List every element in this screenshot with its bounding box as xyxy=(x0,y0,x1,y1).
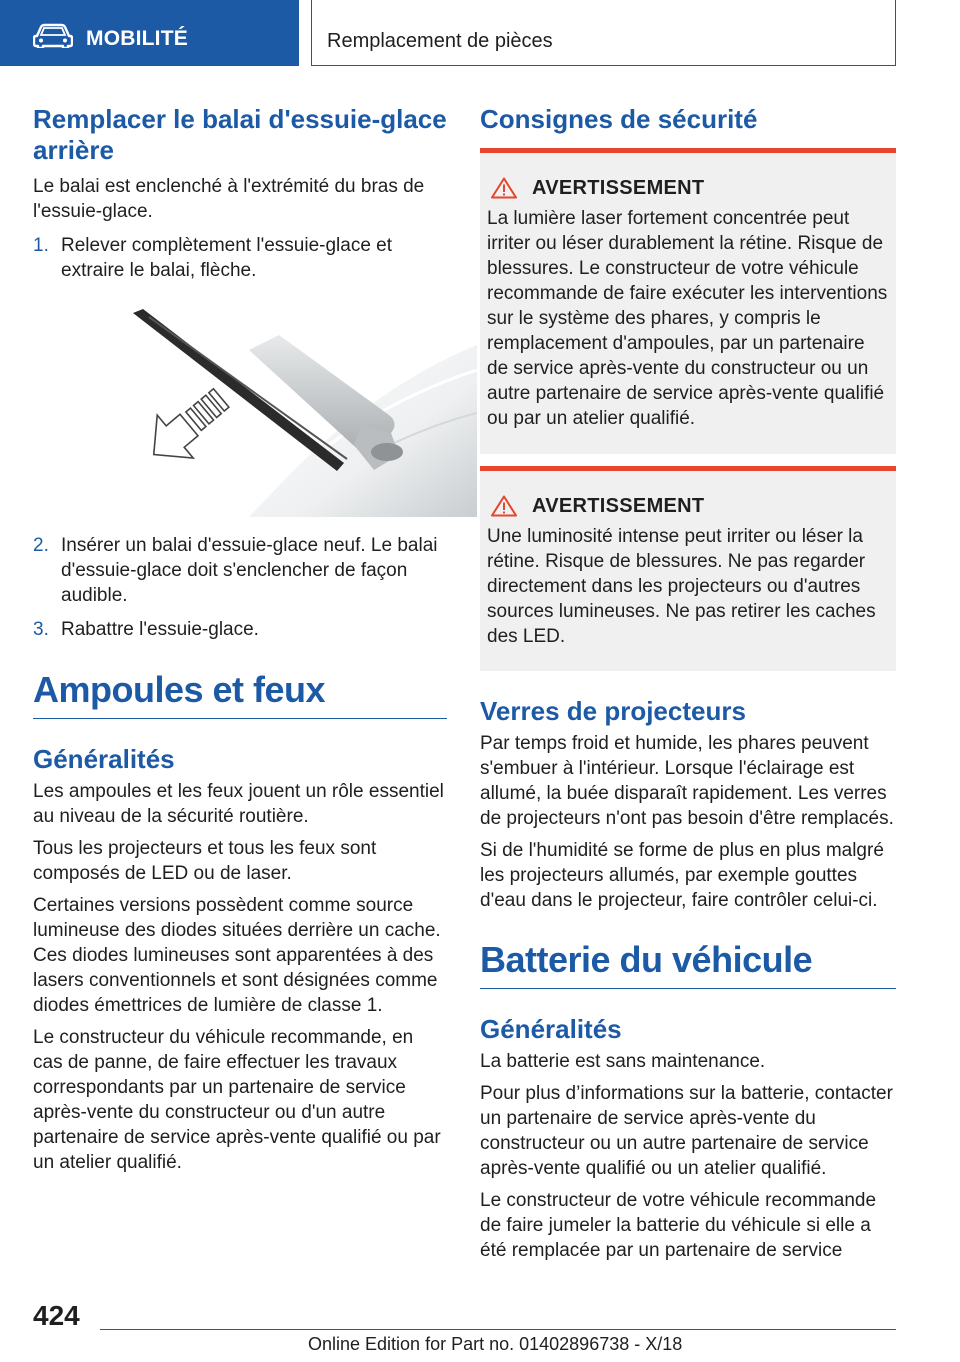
footer-divider xyxy=(100,1329,896,1330)
chapter-header xyxy=(311,0,896,66)
section-label: MOBILITÉ xyxy=(86,27,188,50)
paragraph: Le constructeur de votre véhicule recommande de faire jumeler la batterie du véhicule si elle a été remplacée par un partenaire de service xyxy=(480,1190,877,1261)
paragraph: Par temps froid et humide, les phares peuvent s'embuer à l'intérieur. Lorsque l'éclairage est allumé, la buée disparaît rapidement. Les verres de projecteurs n'ont pas besoin d'être remplacés. xyxy=(480,733,894,829)
chapter-label: Remplacement de pièces xyxy=(327,30,553,52)
edition-note: Online Edition for Part no. 01402896738 - X/18 xyxy=(308,1334,683,1354)
warning-triangle-icon xyxy=(491,177,517,199)
battery-general-subtitle: Généralités xyxy=(480,1014,622,1044)
warning-header xyxy=(487,173,888,203)
lenses-subtitle: Verres de projecteurs xyxy=(480,696,746,726)
right-column xyxy=(480,100,896,1263)
step-1 xyxy=(33,233,447,283)
general-subtitle: Généralités xyxy=(33,744,175,774)
paragraph: Certaines versions possèdent comme source lumineuse des diodes situées derrière un cache. Ces diodes lumineuses sont apparentées à des lasers conventionnels et sont désignées comme diodes émettrices de lumière de classe 1. xyxy=(33,895,441,1016)
wiper-figure xyxy=(129,295,477,517)
paragraph: Pour plus d’informations sur la batterie, contacter un partenaire de service après-vente du constructeur ou un autre partenaire de service après-vente qualifié ou un atelier qualifié. xyxy=(480,1083,893,1179)
step-text: Insérer un balai d'essuie-glace neuf. Le balai d'essuie-glace doit s'enclencher de façon audible. xyxy=(61,535,438,606)
warning-header xyxy=(487,491,888,521)
step-2 xyxy=(33,533,447,608)
warning-box xyxy=(480,148,896,454)
warning-box xyxy=(480,466,896,671)
warning-text: Une luminosité intense peut irriter ou léser la rétine. Risque de blessures. Ne pas regarder directement dans les projecteurs ou d'autres sources lumineuses. Ne pas retirer les caches des LED. xyxy=(487,526,876,647)
paragraph: Tous les projecteurs et tous les feux sont composés de LED ou de laser. xyxy=(33,838,377,884)
lights-section-title: Ampoules et feux xyxy=(33,669,326,710)
warning-title: AVERTISSEMENT xyxy=(532,494,705,517)
paragraph: La batterie est sans maintenance. xyxy=(480,1051,766,1072)
wiper-illustration xyxy=(129,295,477,517)
wiper-intro: Le balai est enclenché à l'extrémité du bras de l'essuie-glace. xyxy=(33,176,425,222)
battery-section-title: Batterie du véhicule xyxy=(480,939,813,980)
section-divider xyxy=(480,988,896,989)
paragraph: Le constructeur du véhicule recommande, en cas de panne, de faire effectuer les travaux correspondants par un partenaire de service après-vente du constructeur ou d'un autre partenaire de service après-vente qualifié ou par un atelier qualifié. xyxy=(33,1027,441,1173)
step-number: 2. xyxy=(33,535,49,556)
step-3 xyxy=(33,617,447,642)
section-badge xyxy=(0,0,299,66)
warning-title: AVERTISSEMENT xyxy=(532,176,705,199)
section-divider xyxy=(33,718,447,719)
step-number: 1. xyxy=(33,235,49,256)
warning-text: La lumière laser fortement concentrée peut irriter ou léser durablement la rétine. Risque de blessures. Le constructeur de votre véhicule recommande de faire exécuter les interventions sur le système des phares, y compris le remplacement d'ampoules, par un partenaire de service après-vente du constructeur ou un autre partenaire de service après-vente qualifié ou par un atelier qualifié. xyxy=(487,208,888,429)
left-column xyxy=(33,100,447,1175)
page-number: 424 xyxy=(33,1300,80,1331)
step-text: Rabattre l'essuie-glace. xyxy=(61,619,259,640)
safety-section-title: Consignes de sécurité xyxy=(480,104,758,134)
car-icon xyxy=(33,22,73,48)
step-text: Relever complètement l'essuie-glace et extraire le balai, flèche. xyxy=(61,235,393,281)
warning-triangle-icon xyxy=(491,495,517,517)
step-number: 3. xyxy=(33,619,49,640)
paragraph: Les ampoules et les feux jouent un rôle essentiel au niveau de la sécurité routière. xyxy=(33,781,444,827)
wiper-section-title: Remplacer le balai d'essuie-glace arrière xyxy=(33,104,447,165)
paragraph: Si de l'humidité se forme de plus en plus malgré les projecteurs allumés, par exemple gouttes d'eau dans le projecteur, faire contrôler celui-ci. xyxy=(480,840,884,911)
